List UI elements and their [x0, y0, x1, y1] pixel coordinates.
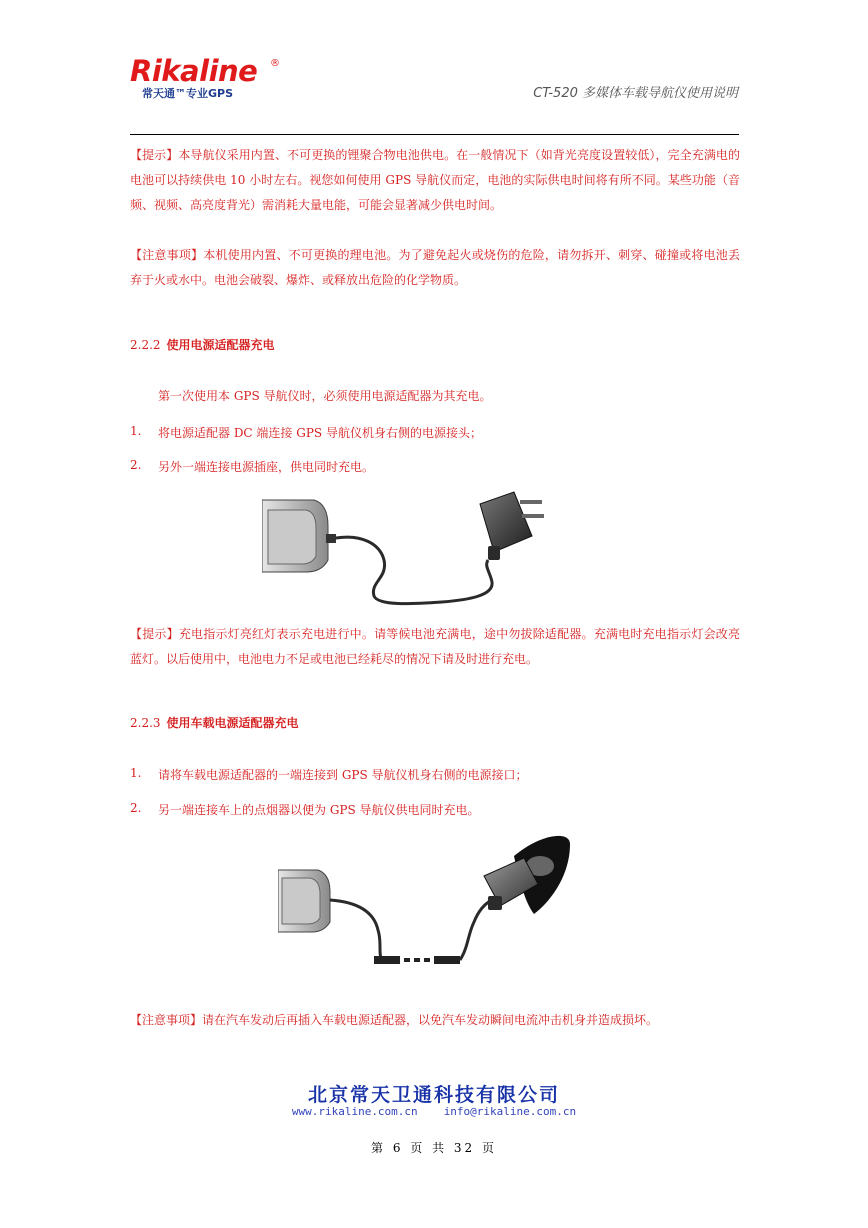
logo-tagline: 常天通™专业GPS — [142, 87, 234, 100]
caution-battery — [130, 243, 740, 293]
ac-adapter-illustration — [262, 486, 562, 610]
section-number: 2.2.2 — [130, 338, 161, 352]
tip-tag: 【提示】 — [130, 148, 179, 162]
document-title: CT-520 多媒体车载导航仪使用说明 — [533, 86, 738, 101]
rikaline-logo — [130, 56, 290, 100]
step-item — [130, 458, 730, 474]
footer-email-link[interactable]: info@rikaline.com.cn — [443, 1105, 577, 1118]
step-text: 将电源适配器 DC 端连接 GPS 导航仪机身右侧的电源接头； — [158, 426, 482, 440]
step-item — [130, 766, 730, 782]
section-intro: 第一次使用本 GPS 导航仪时，必须使用电源适配器为其充电。 — [158, 389, 492, 403]
car-adapter-illustration — [278, 830, 572, 970]
caution-text: 本机使用内置、不可更换的理电池。为了避免起火或烧伤的危险，请勿拆开、刺穿、碰撞或将电池丢弃于火或水中。电池会破裂、爆炸、或释放出危险的化学物质。 — [130, 248, 740, 287]
section-title: 使用车载电源适配器充电 — [166, 716, 299, 730]
step-item — [130, 801, 730, 817]
coiled-cord-icon — [374, 956, 460, 964]
step-number: 1. — [130, 424, 142, 438]
header-divider — [130, 134, 739, 135]
section-title: 使用电源适配器充电 — [166, 338, 275, 352]
tip-text: 本导航仪采用内置、不可更换的锂聚合物电池供电。在一般情况下（如背光亮度设置较低），完全充满电的电池可以持续供电 10 小时左右。视您如何使用 GPS 导航仪而定，电池的实际供电时间将有所不同。某些功能（音频、视频、高亮度背光）需消耗大量电能，可能会显著减少供电时间。 — [130, 148, 740, 212]
step-number: 2. — [130, 458, 142, 472]
caution-text: 请在汽车发动后再插入车载电源适配器，以免汽车发动瞬间电流冲击机身并造成损坏。 — [202, 1013, 659, 1027]
step-text: 请将车载电源适配器的一端连接到 GPS 导航仪机身右侧的电源接口； — [158, 768, 528, 782]
footer-company-name: 北京常天卫通科技有限公司 — [307, 1084, 560, 1106]
step-number: 2. — [130, 801, 142, 815]
tip-text: 充电指示灯亮红灯表示充电进行中。请等候电池充满电，途中勿拔除适配器。充满电时充电指示灯会改亮蓝灯。以后使用中，电池电力不足或电池已经耗尽的情况下请及时进行充电。 — [130, 627, 740, 666]
logo-wordmark: Rikaline — [130, 54, 258, 88]
step-text: 另一端连接车上的点烟器以便为 GPS 导航仪供电同时充电。 — [158, 803, 480, 817]
section-heading-2-2-3 — [130, 714, 299, 731]
page-number: 第 6 页 共 32 页 — [371, 1141, 497, 1155]
caution-tag: 【注意事项】 — [130, 1013, 203, 1027]
step-text: 另外一端连接电源插座，供电同时充电。 — [158, 460, 375, 474]
section-number: 2.2.3 — [130, 716, 161, 730]
footer-website-link[interactable]: www.rikaline.com.cn — [291, 1105, 418, 1118]
tip-battery — [130, 143, 740, 218]
tip-charging-indicator — [130, 622, 740, 672]
section-heading-2-2-2 — [130, 336, 275, 353]
step-number: 1. — [130, 766, 142, 780]
caution-car-adapter — [130, 1008, 740, 1033]
footer-links — [0, 1105, 868, 1118]
caution-tag: 【注意事项】 — [130, 248, 204, 262]
tip-tag: 【提示】 — [130, 627, 179, 641]
logo-registered-mark: ® — [270, 58, 280, 69]
step-item — [130, 424, 730, 440]
